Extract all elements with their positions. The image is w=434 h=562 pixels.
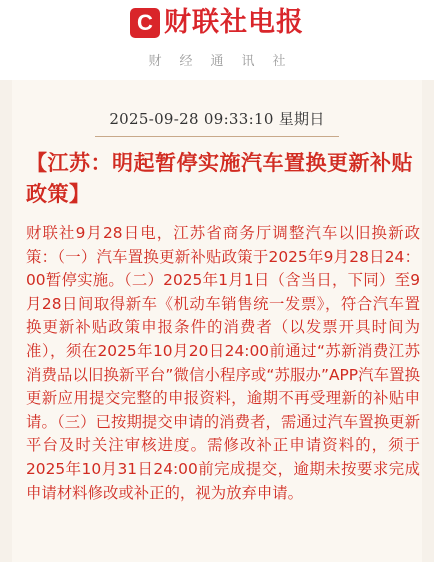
- article-body: 财联社9月28日电，江苏省商务厅调整汽车以旧换新政策：（一）汽车置换更新补贴政策于2025年9月28日24：00暂停实施。（二）2025年1月1日（含当日，下同）至9月28日间取得新车《机动车销售统一发票》，符合汽车置换更新补贴政策申报条件的消费者（以发票开具时间为准），须在2025年10月20日24:00前通过“苏新消费江苏消费品以旧换新平台”微信小程序或“苏服办”APP汽车置换更新应用提交完整的申报资料，逾期不再受理新的补贴申请。（三）已按期提交申请的消费者，需通过汽车置换更新平台及时关注审核进度。需修改补正申请资料的，须于2025年10月31日24:00前完成提交，逾期未按要求完成申请材料修改或补正的，视为放弃申请。: [26, 224, 420, 502]
- article-headline: 【江苏：明起暂停实施汽车置换更新补贴政策】: [26, 150, 413, 206]
- article-datetime: 2025-09-28 09:33:10 星期日: [109, 110, 325, 128]
- brand-logo: [0, 6, 434, 40]
- brand-tagline: 财经通讯社: [148, 54, 304, 69]
- datetime-divider: [95, 136, 339, 137]
- logo-c-icon: [130, 8, 160, 38]
- logo-letter: C: [137, 10, 153, 35]
- brand-name: 财联社电报: [164, 7, 304, 38]
